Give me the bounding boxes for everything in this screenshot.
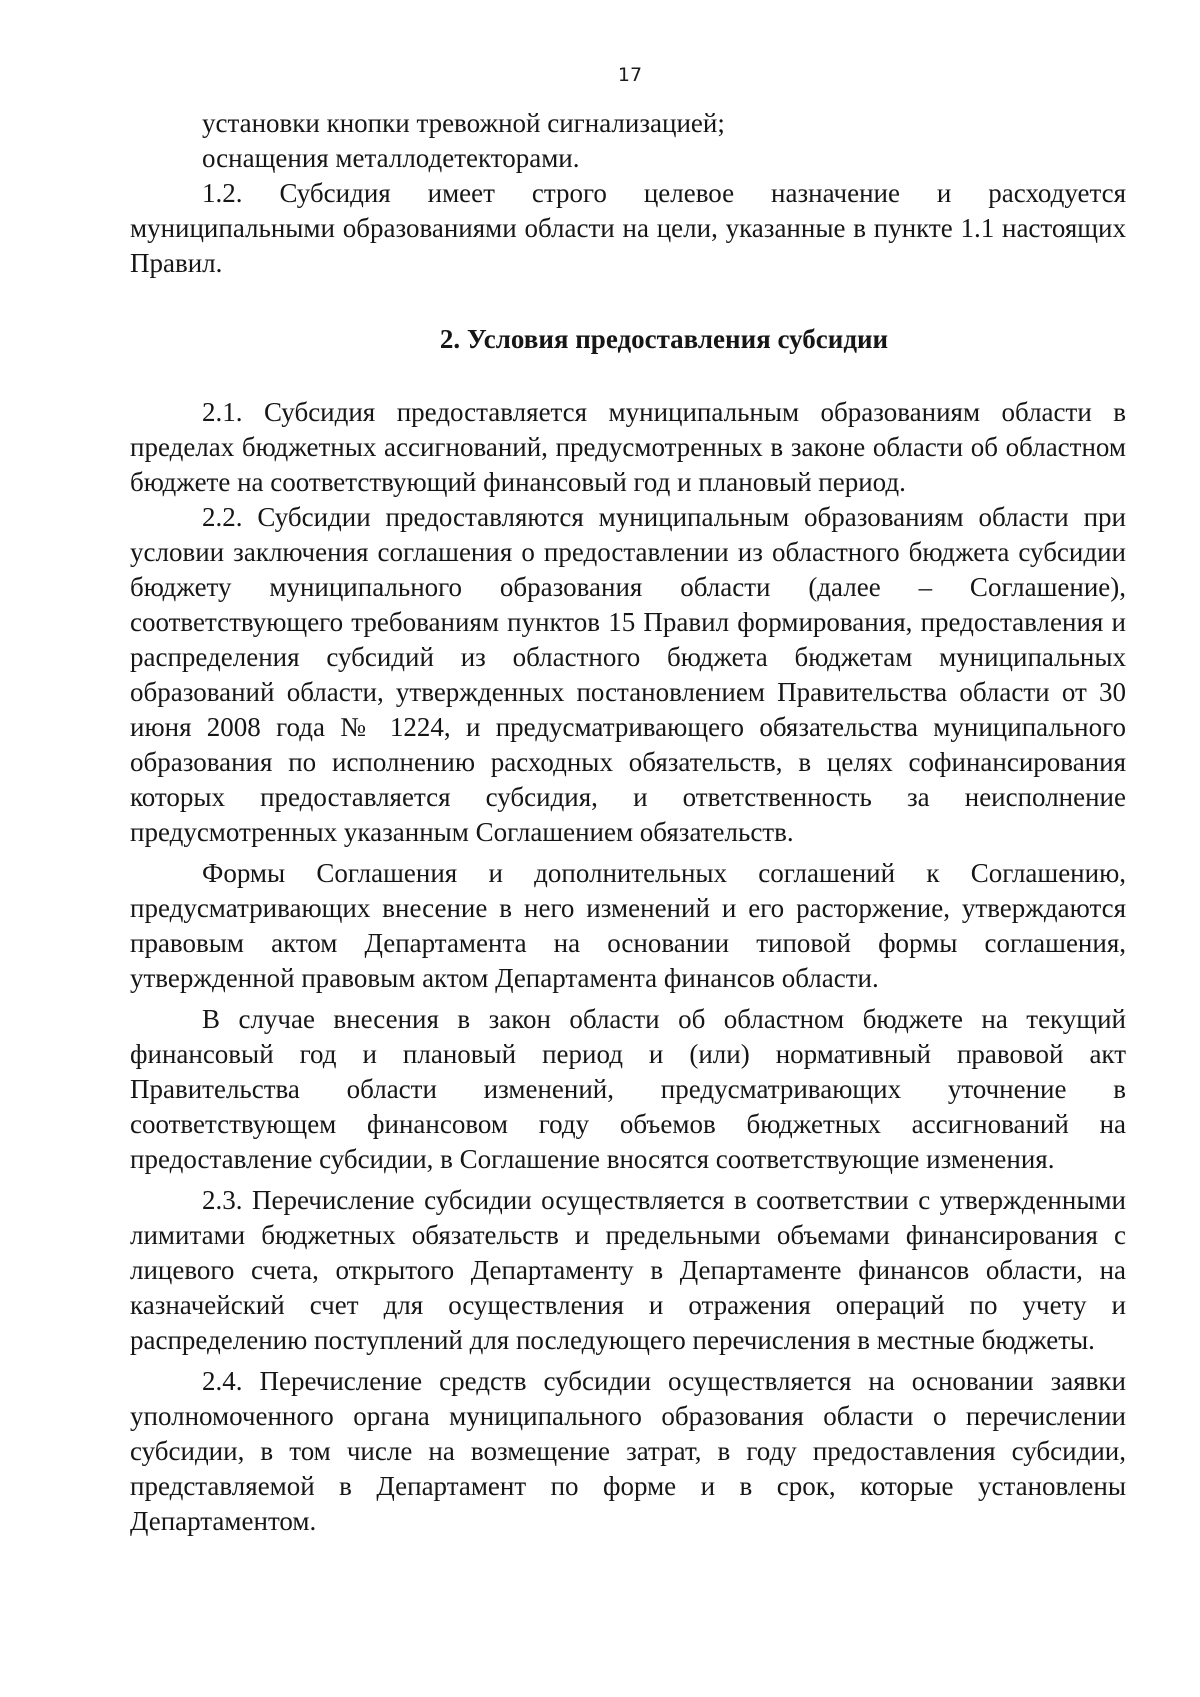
section-2-heading: 2. Условия предоставления субсидии: [439, 324, 889, 354]
page-number: 17: [617, 64, 643, 86]
paragraph-2-3: 2.3. Перечисление субсидии осуществляется в соответствии с утвержденными лимитами бюджетных обязательств и предельными объемами финансирования с лицевого счета, открытого Департаменту в Департаменте финансов области, на казначейский счет для осуществления и отражения операций по учету и распределению поступлений для последующего перечисления в местные бюджеты.: [130, 1185, 1126, 1355]
paragraph-2-4: 2.4. Перечисление средств субсидии осуществляется на основании заявки уполномоченного органа муниципального образования области о перечислении субсидии, в том числе на возмещение затрат, в году предоставления субсидии, представляемой в Департамент по форме и в срок, которые установлены Департаментом.: [130, 1366, 1126, 1536]
paragraph-agreement-forms: Формы Соглашения и дополнительных соглашений к Соглашению, предусматривающих внесение в него изменений и его расторжение, утверждаются правовым актом Департамента на основании типовой формы соглашения, утвержденной правовым актом Департамента финансов области.: [130, 858, 1126, 993]
list-item-metal-detectors: оснащения металлодетекторами.: [202, 143, 580, 173]
list-item-alarm-button: установки кнопки тревожной сигнализацией;: [202, 108, 725, 138]
document-body: [130, 106, 1126, 1539]
paragraph-2-2: 2.2. Субсидии предоставляются муниципальным образованиям области при условии заключения соглашения о предоставлении из областного бюджета субсидии бюджету муниципального образования области (далее – Соглашение), соответствующего требованиям пунктов 15 Правил формирования, предоставления и распределения субсидий из областного бюджета бюджетам муниципальных образований области, утвержденных постановлением Правительства области от 30 июня 2008 года № 1224, и предусматривающего обязательства муниципального образования по исполнению расходных обязательств, в целях софинансирования которых предоставляется субсидия, и ответственность за неисполнение предусмотренных указанным Соглашением обязательств.: [130, 502, 1126, 847]
paragraph-1-2: 1.2. Субсидия имеет строго целевое назначение и расходуется муниципальными образованиями области на цели, указанные в пункте 1.1 настоящих Правил.: [130, 178, 1126, 278]
paragraph-2-1: 2.1. Субсидия предоставляется муниципальным образованиям области в пределах бюджетных ассигнований, предусмотренных в законе области об областном бюджете на соответствующий финансовый год и плановый период.: [130, 397, 1126, 497]
paragraph-budget-changes: В случае внесения в закон области об областном бюджете на текущий финансовый год и плановый период и (или) нормативный правовой акт Правительства области изменений, предусматривающих уточнение в соответствующем финансовом году объемов бюджетных ассигнований на предоставление субсидии, в Соглашение вносятся соответствующие изменения.: [130, 1004, 1126, 1174]
